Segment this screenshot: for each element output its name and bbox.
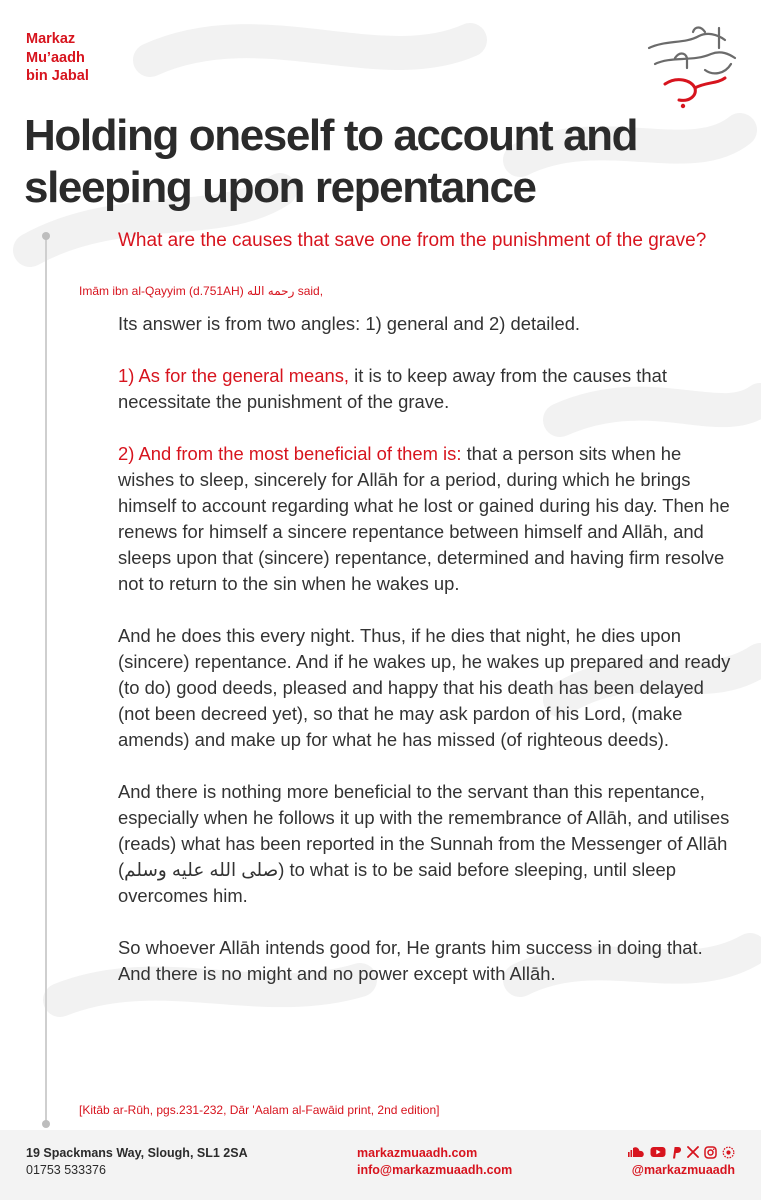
brand-line-1: Markaz <box>26 31 76 47</box>
rule-dot-bottom <box>42 1120 50 1128</box>
paragraph-3-text: that a person sits when he wishes to sleep, sincerely for Allāh for a period, during which he brings himself to account regarding what he lost or gained during his day. Then he renews for himself a sincere repentance between himself and Allāh, and sleeps upon that (sincere) repentance, determined and having firm resolve not to return to the sin when he wakes up. <box>118 443 730 594</box>
instagram-icon[interactable] <box>704 1146 717 1159</box>
attribution: Imām ibn al-Qayyim (d.751AH) رحمه الله said, <box>79 284 324 298</box>
brand-line-3: bin Jabal <box>26 68 89 84</box>
paragraph-2 <box>118 363 738 415</box>
paragraph-5-text-a: And there is nothing more beneficial to the servant than this repentance, especially when he follows it up with the remembrance of Allāh, and utilises (reads) what has been reported in the Sunnah from the Messenger of Allāh ( <box>118 781 730 880</box>
calligraphy-logo-icon <box>635 18 745 110</box>
paragraph-5 <box>118 779 738 909</box>
paragraph-3-lead: 2) And from the most beneficial of them is: <box>118 443 462 464</box>
soundcloud-icon[interactable] <box>627 1146 645 1158</box>
brand-name <box>26 30 89 86</box>
vertical-rule <box>45 236 47 1124</box>
youtube-icon[interactable] <box>650 1146 666 1158</box>
paragraph-3 <box>118 441 738 597</box>
paypal-icon[interactable] <box>671 1146 682 1159</box>
social-handle[interactable]: @markazmuaadh <box>631 1163 735 1177</box>
x-icon[interactable] <box>687 1146 699 1158</box>
footer-address: 19 Spackmans Way, Slough, SL1 2SA <box>26 1146 248 1160</box>
footer-links <box>357 1145 512 1179</box>
paragraph-4: And he does this every night. Thus, if he dies that night, he dies upon (sincere) repentance. And if he wakes up, he wakes up prepared and ready (to do) good deeds, pleased and happy that his death has been delayed (not been decreed yet), so that he may ask pardon of his Lord, (make amends) and make up for what he has missed (of righteous deeds). <box>118 625 731 750</box>
salawat-text: صلى الله عليه وسلم <box>124 859 279 880</box>
footer-social <box>627 1144 735 1179</box>
paragraph-1: Its answer is from two angles: 1) general and 2) detailed. <box>118 313 581 334</box>
quote-body <box>118 311 738 1013</box>
paragraph-2-text: it is to keep away from the causes that necessitate the punishment of the grave. <box>118 365 667 412</box>
email-link[interactable]: info@markazmuaadh.com <box>357 1163 513 1177</box>
page-title: Holding oneself to account and sleeping upon repentance <box>24 111 638 212</box>
paragraph-2-lead: 1) As for the general means, <box>118 365 350 386</box>
rule-dot-top <box>42 232 50 240</box>
website-link[interactable]: markazmuaadh.com <box>357 1146 478 1160</box>
footer-contact <box>26 1145 248 1179</box>
footer <box>0 1130 761 1200</box>
paragraph-5-text-b: ) to what is to be said before sleeping, until sleep overcomes him. <box>118 859 676 906</box>
brand-line-2: Mu’aadh <box>26 49 85 66</box>
footer-phone: 01753 533376 <box>26 1163 106 1177</box>
social-icons <box>627 1144 735 1160</box>
extra-icon[interactable] <box>722 1146 735 1159</box>
source-reference: [Kitāb ar-Rūh, pgs.231-232, Dār 'Aalam al-Fawāid print, 2nd edition] <box>79 1103 440 1117</box>
question-heading: What are the causes that save one from the punishment of the grave? <box>118 230 707 251</box>
paragraph-6: So whoever Allāh intends good for, He grants him success in doing that. And there is no might and no power except with Allāh. <box>118 937 703 984</box>
